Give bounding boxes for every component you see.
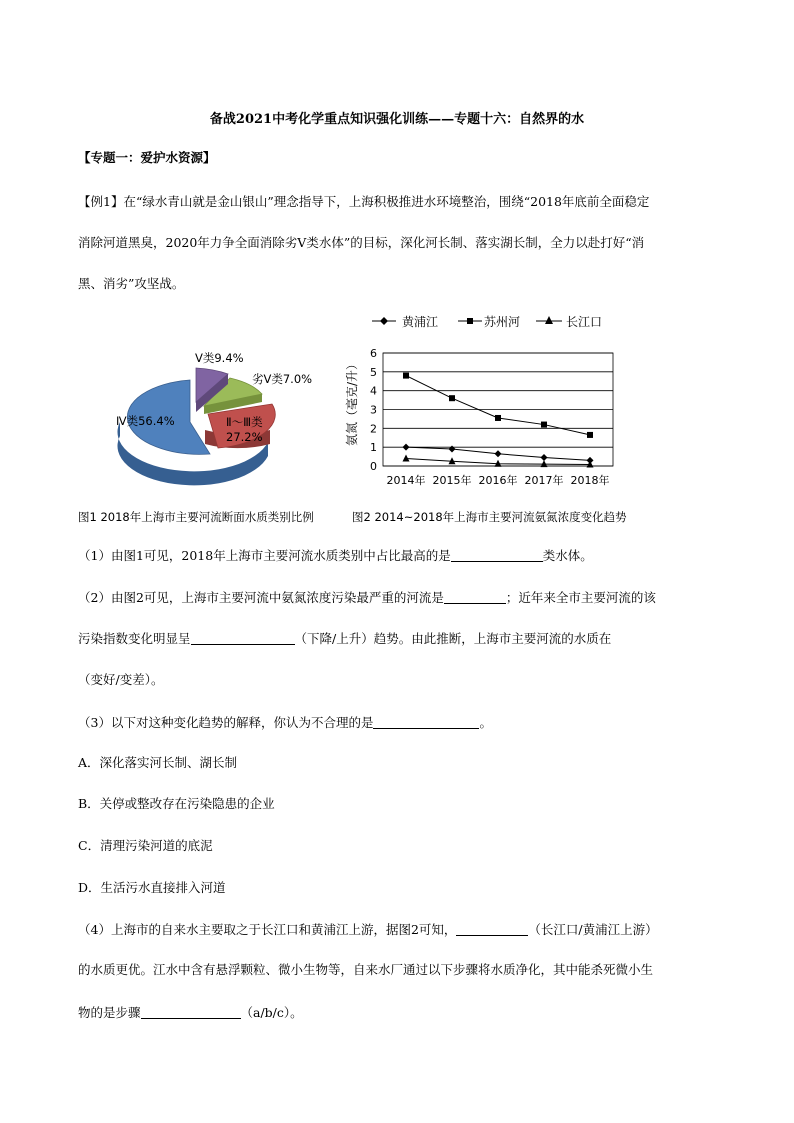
y-tick-label: 2 [370,422,377,436]
question-2-line-2 [78,632,726,646]
page-title: 备战2021中考化学重点知识强化训练——专题十六：自然界的水 [209,112,585,127]
x-tick-label: 2018年 [570,474,610,487]
data-point-diamond [403,444,410,451]
series-line-square [406,376,590,435]
option-c[interactable]: C．清理污染河道的底泥 [78,838,213,853]
data-point-square [449,395,455,401]
answer-blank-4b[interactable] [141,1006,241,1019]
option-a[interactable]: A．深化落实河长制、湖长制 [78,755,238,770]
data-point-square [587,432,593,438]
y-tick-label: 4 [370,384,377,398]
data-point-square [403,373,409,379]
data-point-square [541,422,547,428]
y-tick-label: 0 [370,460,377,473]
legend-marker-square [467,318,473,324]
y-tick-label: 6 [370,347,377,360]
example-line-2: 消除河道黑臭，2020年力争全面消除劣Ⅴ类水体”的目标，深化河长制、落实湖长制，全力以赴打好“消 [78,235,645,250]
x-tick-label: 2015年 [432,474,472,487]
data-point-diamond [541,454,548,461]
legend-label-suzhou: 苏州河 [484,315,521,329]
pie-label-ii-iii-name: Ⅱ～Ⅲ类 [226,415,263,429]
answer-blank-3[interactable] [373,716,479,729]
chart-legend [372,314,602,329]
data-point-triangle [403,454,410,461]
question-2-line-3: （变好/变差）。 [78,672,164,687]
pie-label-ii-iii-value: 27.2% [226,430,263,444]
example-line-3: 黑、消劣”攻坚战。 [78,276,185,291]
question-4-text-cont: （长江口/黄浦江上游） [528,922,658,937]
question-1-suffix: 类水体。 [542,548,593,563]
question-4-line-3-suffix: （a/b/c）。 [240,1005,303,1020]
pie-label-v: Ⅴ类9.4% [195,351,244,365]
figure1-caption: 图1 2018年上海市主要河流断面水质类别比例 [78,510,314,524]
example-line-1: 【例1】在“绿水青山就是金山银山”理念指导下，上海积极推进水环境整治，围绕“2018年底前全面稳定 [78,194,650,209]
question-2-line-2-text: 污染指数变化明显呈 [78,631,191,646]
legend-marker-triangle [545,316,553,324]
legend-marker-diamond [380,317,388,325]
question-4-text: （4）上海市的自来水主要取之于长江口和黄浦江上游，据图2可知， [78,922,457,937]
answer-blank-2b[interactable] [191,632,295,645]
legend-label-huangpu: 黄浦江 [402,315,439,329]
answer-blank-2a[interactable] [444,591,506,604]
y-axis-label: 氨氮（毫克/升） [345,357,359,446]
question-2-line-2-suffix: （下降/上升）趋势。由此推断，上海市主要河流的水质在 [294,631,612,646]
data-point-diamond [495,450,502,457]
data-point-square [495,415,501,421]
question-2-text: （2）由图2可见，上海市主要河流中氨氮浓度污染最严重的河流是 [78,590,444,605]
y-tick-label: 5 [370,365,377,379]
question-3-suffix: 。 [479,715,492,730]
question-3-text: （3）以下对这种变化趋势的解释，你认为不合理的是 [78,715,374,730]
question-2-text-cont: ；近年来全市主要河流的该 [505,590,656,605]
x-tick-label: 2017年 [524,474,564,487]
x-tick-label: 2014年 [386,474,426,487]
answer-blank-4a[interactable] [456,923,528,936]
y-tick-label: 1 [370,441,377,455]
option-d[interactable]: D．生活污水直接排入河道 [78,880,226,895]
section-heading: 【专题一：爱护水资源】 [78,150,216,165]
ammonia-trend-line-chart [340,308,630,498]
question-1 [78,549,726,563]
figure2-caption: 图2 2014~2018年上海市主要河流氨氮浓度变化趋势 [352,510,627,524]
water-quality-pie-chart [100,340,320,500]
question-1-text: （1）由图1可见，2018年上海市主要河流水质类别中占比最高的是 [78,548,451,563]
question-4-line-1 [78,923,726,937]
pie-label-iv: Ⅳ类56.4% [116,414,175,428]
pie-label-inferior-v: 劣Ⅴ类7.0% [252,372,313,386]
option-b[interactable]: B．关停或整改存在污染隐患的企业 [78,796,275,811]
answer-blank-1[interactable] [451,549,543,562]
data-point-diamond [449,446,456,453]
y-tick-label: 3 [370,403,377,417]
question-4-line-3-text: 物的是步骤 [78,1005,141,1020]
question-2-line-1 [78,591,726,605]
x-tick-label: 2016年 [478,474,518,487]
question-4-line-2: 的水质更优。江水中含有悬浮颗粒、微小生物等，自来水厂通过以下步骤将水质净化，其中能杀死微小生 [78,962,654,977]
question-3 [78,716,726,730]
legend-label-changjiang: 长江口 [566,315,603,329]
question-4-line-3 [78,1006,726,1020]
